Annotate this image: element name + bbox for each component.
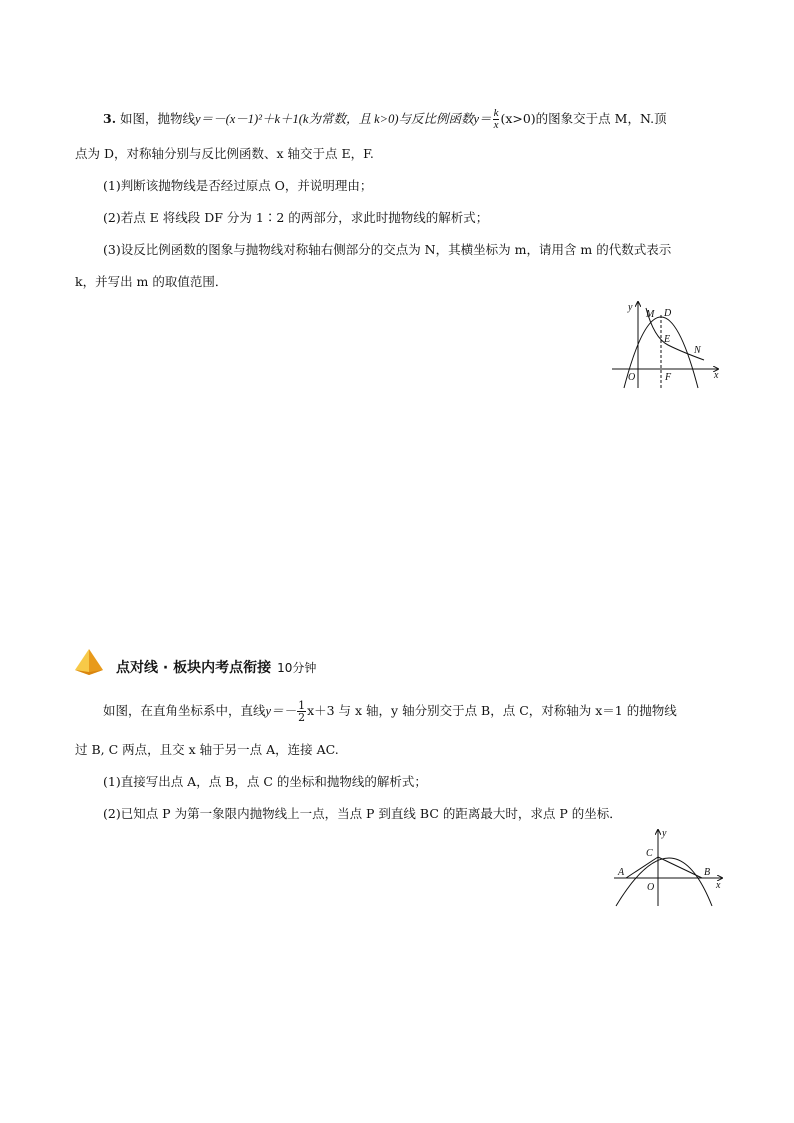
problem3-q2: (2)若点 E 将线段 DF 分为 1∶2 的两部分，求此时抛物线的解析式； bbox=[103, 210, 489, 225]
label-F: F bbox=[665, 372, 672, 383]
problem3-q1: (1)判断该抛物线是否经过原点 O，并说明理由； bbox=[103, 178, 373, 193]
fraction-k-over-x: $\frac{k}{x}$ bbox=[493, 107, 499, 131]
section-title: 点对线 · 板块内考点衔接 bbox=[116, 660, 272, 676]
figure-parabola-hyperbola bbox=[608, 298, 728, 390]
label-M: M bbox=[646, 309, 655, 320]
label-B: B bbox=[704, 867, 711, 878]
label-E: E bbox=[664, 334, 671, 345]
label-N: N bbox=[694, 345, 701, 356]
problem3-q3b: k，并写出 m 的取值范围． bbox=[75, 274, 228, 289]
problem4-q1: (1)直接写出点 A，点 B，点 C 的坐标和抛物线的解析式； bbox=[103, 774, 427, 789]
problem4-line1: 如图，在直角坐标系中，直线y＝－ $\frac{1}{2}$ x＋3 与 x 轴，y 轴分别交于点 B，点 C，对称轴为 x＝1 的抛物线 bbox=[103, 699, 677, 724]
fraction-one-half: $\frac{1}{2}$ bbox=[298, 699, 306, 724]
label-x: x bbox=[716, 880, 721, 891]
label-D: D bbox=[664, 308, 672, 319]
label-A: A bbox=[618, 867, 625, 878]
problem3-line2: 点为 D，对称轴分别与反比例函数、x 轴交于点 E，F. bbox=[75, 146, 374, 161]
problem4-line2: 过 B, C 两点，且交 x 轴于另一点 A，连接 AC. bbox=[75, 742, 339, 757]
parabola-curve bbox=[616, 858, 712, 906]
problem3-q3a: (3)设反比例函数的图象与抛物线对称轴右侧部分的交点为 N，其横坐标为 m，请用含 m 的代数式表示 bbox=[103, 242, 672, 257]
label-x: x bbox=[714, 370, 719, 381]
label-C: C bbox=[646, 848, 653, 859]
figure-parabola-line bbox=[610, 826, 730, 910]
label-y: y bbox=[662, 828, 667, 839]
label-O: O bbox=[647, 882, 655, 893]
label-y: y bbox=[628, 302, 633, 313]
section-time: 10分钟 bbox=[277, 661, 317, 675]
problem-number: 3. bbox=[103, 111, 117, 126]
segment-AC bbox=[626, 857, 658, 878]
label-O: O bbox=[628, 372, 636, 383]
problem3-line1: 3. 如图，抛物线y＝－(x－1)²＋k＋1(k为常数，且 k>0)与反比例函数y＝ $\frac{k}{x}$ (x>0)的图象交于点 M，N.顶 bbox=[103, 107, 667, 131]
section-header bbox=[116, 657, 316, 677]
pyramid-icon bbox=[72, 648, 106, 676]
problem4-q2: (2)已知点 P 为第一象限内抛物线上一点，当点 P 到直线 BC 的距离最大时，求点 P 的坐标． bbox=[103, 806, 622, 821]
